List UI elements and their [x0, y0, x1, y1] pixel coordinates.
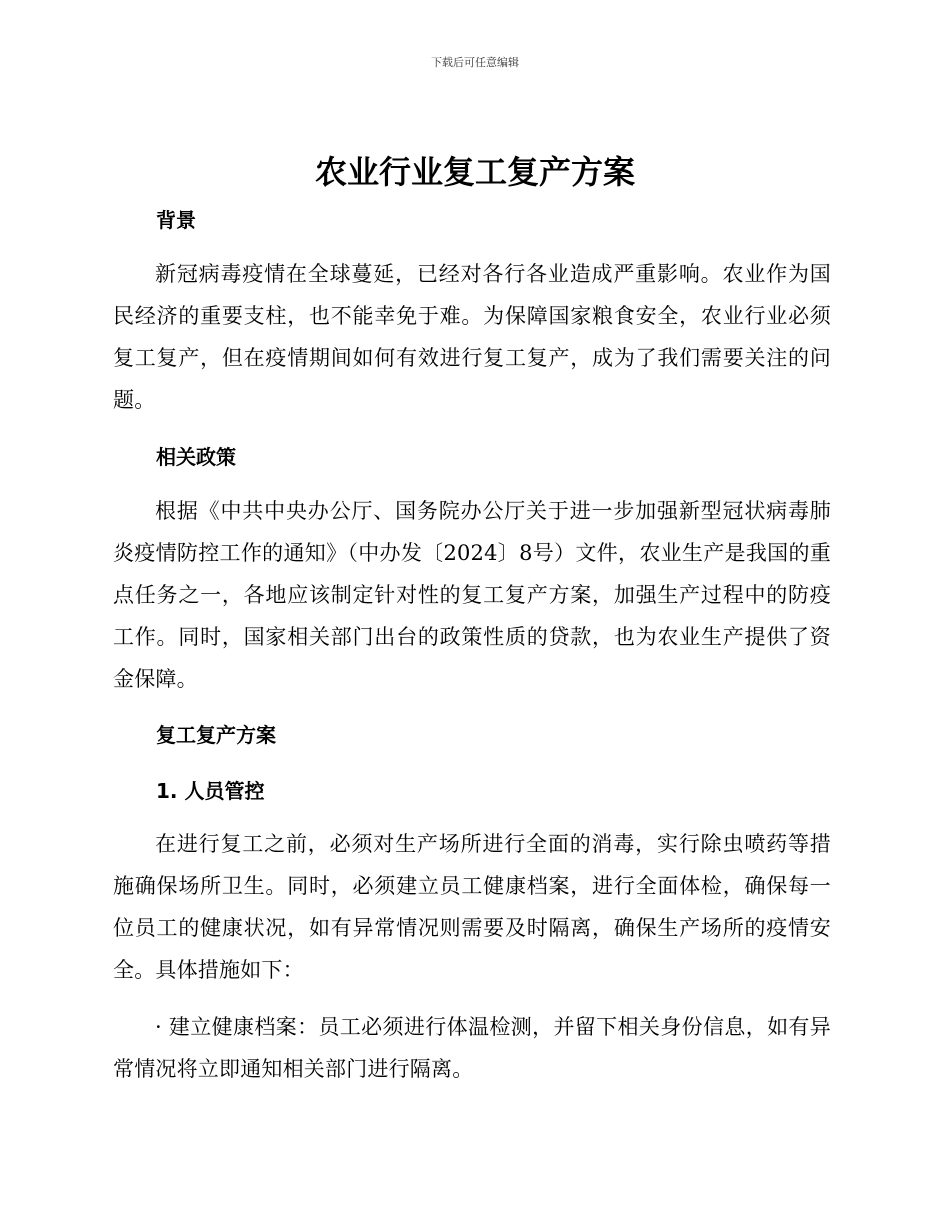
paragraph-background: 新冠病毒疫情在全球蔓延，已经对各行各业造成严重影响。农业作为国民经济的重要支柱，也不能幸免于难。为保障国家粮食安全，农业行业必须复工复产，但在疫情期间如何有效进行复工复产，成为了我们需要关注的问题。 [113, 262, 831, 412]
heading-return-to-work-plan: 复工复产方案 [156, 723, 276, 747]
heading-background: 背景 [156, 208, 196, 232]
page-header-note: 下载后可任意编辑 [431, 56, 519, 69]
paragraph-related-policy: 根据《中共中央办公厅、国务院办公厅关于进一步加强新型冠状病毒肺炎疫情防控工作的通知》（中办发〔2024〕8号）文件，农业生产是我国的重点任务之一，各地应该制定针对性的复工复产方案，加强生产过程中的防疫工作。同时，国家相关部门出台的政策性质的贷款，也为农业生产提供了资金保障。 [113, 499, 831, 691]
paragraph-personnel-control: 在进行复工之前，必须对生产场所进行全面的消毒，实行除虫喷药等措施确保场所卫生。同时，必须建立员工健康档案，进行全面体检，确保每一位员工的健康状况，如有异常情况则需要及时隔离，确保生产场所的疫情安全。具体措施如下： [113, 832, 831, 982]
document-title: 农业行业复工复产方案 [314, 153, 635, 191]
bullet-health-records: · 建立健康档案：员工必须进行体温检测，并留下相关身份信息，如有异常情况将立即通知相关部门进行隔离。 [113, 1015, 831, 1081]
heading-personnel-control: 1. 人员管控 [156, 779, 265, 803]
heading-related-policy: 相关政策 [156, 445, 236, 469]
